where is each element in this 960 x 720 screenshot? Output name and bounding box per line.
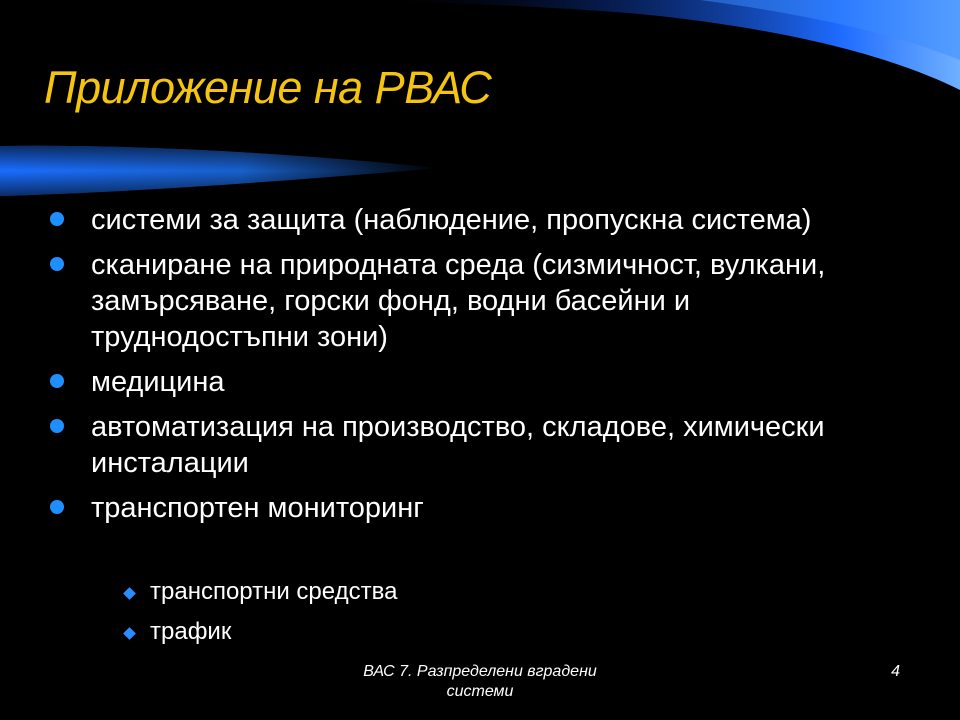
sub-bullet-item bbox=[122, 574, 722, 614]
sub-bullet-text: транспортни средства bbox=[150, 578, 398, 605]
circle-bullet-icon bbox=[50, 212, 64, 226]
bullet-text: автоматизация на производство, складове, химически инсталации bbox=[91, 411, 825, 479]
sub-bullet-item bbox=[122, 614, 722, 654]
footer-caption bbox=[300, 662, 660, 702]
bullet-text: системи за защита (наблюдение, пропускна система) bbox=[91, 204, 812, 236]
footer-line-1: ВАС 7. Разпределени вградени bbox=[363, 663, 597, 680]
bullet-item bbox=[48, 364, 908, 400]
circle-bullet-icon bbox=[50, 257, 64, 271]
slide-title: Приложение на РВАС bbox=[44, 62, 492, 113]
sub-bullet-text: трафик bbox=[150, 618, 232, 645]
bullet-item bbox=[48, 490, 908, 526]
circle-bullet-icon bbox=[50, 374, 64, 388]
footer-line-2: системи bbox=[446, 683, 514, 700]
bullet-item bbox=[48, 409, 908, 481]
circle-bullet-icon bbox=[50, 500, 64, 514]
middle-swoosh-decoration bbox=[0, 140, 460, 200]
bullet-text: медицина bbox=[91, 366, 225, 398]
bullet-text: транспортен мониторинг bbox=[91, 492, 424, 524]
bullet-item bbox=[48, 202, 908, 238]
bullet-list bbox=[48, 202, 908, 535]
bullet-text: сканиране на природната среда (сизмичност, вулкани, замърсяване, горски фонд, водни басейни и труднодостъпни зони) bbox=[91, 249, 826, 353]
circle-bullet-icon bbox=[50, 419, 64, 433]
page-number: 4 bbox=[891, 663, 900, 680]
bullet-item bbox=[48, 247, 908, 355]
sub-bullet-list bbox=[122, 574, 722, 654]
diamond-bullet-icon bbox=[123, 587, 136, 600]
diamond-bullet-icon bbox=[123, 627, 136, 640]
